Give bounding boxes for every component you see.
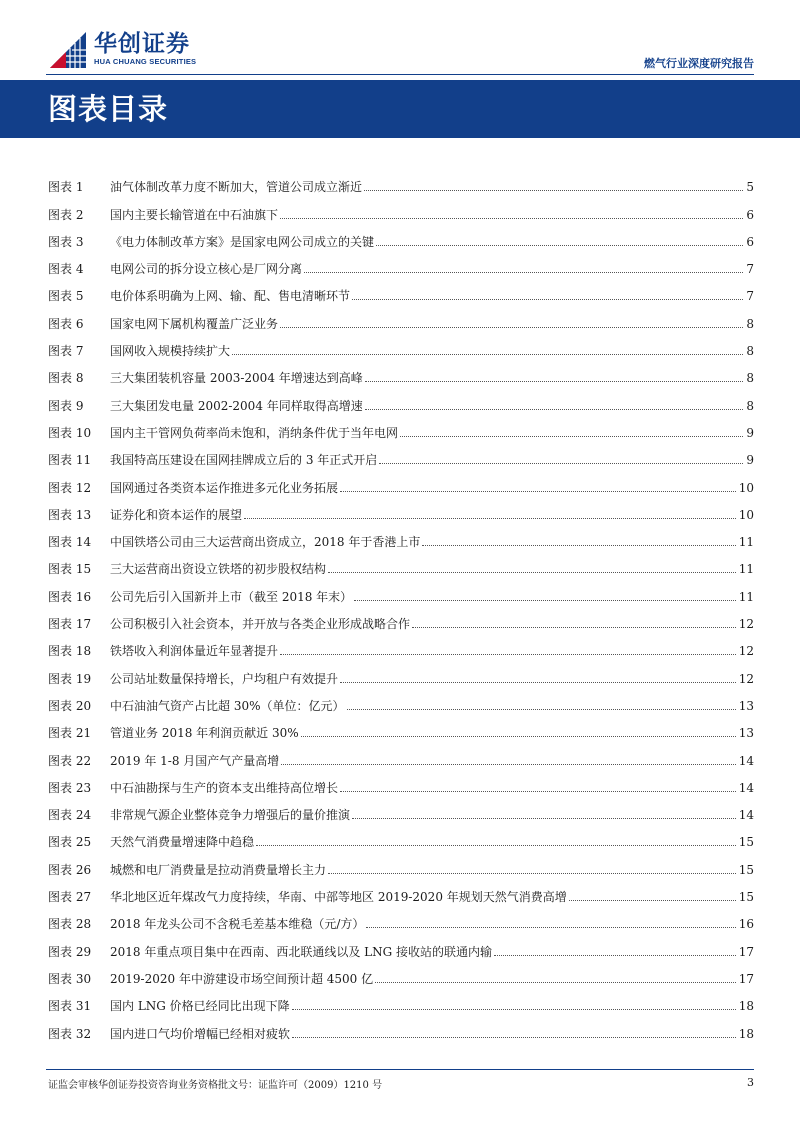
toc-leader-dots: [340, 682, 736, 683]
toc-entry-label: 图表 15: [48, 562, 92, 577]
toc-entry-label: 图表 14: [48, 535, 92, 550]
toc-entry-label: 图表 2: [48, 207, 84, 222]
toc-entry-label: 图表 31: [48, 999, 92, 1014]
toc-entry-page: 12: [738, 617, 754, 632]
toc-entry-title: 电价体系明确为上网、输、配、售电清晰环节: [110, 289, 351, 304]
toc-entry-label: 图表 29: [48, 944, 92, 959]
toc-entry-page: 14: [738, 753, 754, 768]
toc-entry-label: 图表 9: [48, 398, 84, 413]
toc-entry-title: 公司积极引入社会资本，并开放与各类企业形成战略合作: [110, 617, 411, 632]
toc-entry[interactable]: [48, 549, 754, 576]
toc-entry-title: 油气体制改革力度不断加大，管道公司成立渐近: [110, 180, 363, 195]
toc-entry[interactable]: [48, 631, 754, 658]
toc-entry[interactable]: [48, 931, 754, 958]
toc-entry-label: 图表 16: [48, 589, 92, 604]
toc-entry-label: 图表 22: [48, 753, 92, 768]
toc-entry-page: 12: [738, 671, 754, 686]
toc-entry-title: 国家电网下属机构覆盖广泛业务: [110, 316, 279, 331]
toc-entry-title: 2018 年龙头公司不含税毛差基本维稳（元/方）: [110, 917, 365, 932]
toc-entry-page: 14: [738, 808, 754, 823]
toc-entry-page: 7: [746, 289, 754, 304]
toc-entry-title: 非常规气源企业整体竞争力增强后的量价推演: [110, 808, 351, 823]
toc-entry-label: 图表 23: [48, 780, 92, 795]
toc-leader-dots: [379, 463, 743, 464]
toc-entry[interactable]: [48, 768, 754, 795]
toc-entry-page: 6: [746, 234, 754, 249]
toc-entry[interactable]: [48, 849, 754, 876]
toc-leader-dots: [365, 381, 744, 382]
toc-leader-dots: [280, 654, 736, 655]
toc-entry-page: 11: [738, 535, 754, 550]
toc-entry-title: 国内 LNG 价格已经同比出现下降: [110, 999, 290, 1014]
toc-entry-title: 我国特高压建设在国网挂牌成立后的 3 年正式开启: [110, 453, 378, 468]
toc-entry-label: 图表 6: [48, 316, 84, 331]
toc-leader-dots: [352, 818, 736, 819]
toc-entry-title: 中国铁塔公司由三大运营商出资成立，2018 年于香港上市: [110, 535, 421, 550]
toc-leader-dots: [365, 409, 744, 410]
toc-leader-dots: [328, 572, 736, 573]
toc-entry-title: 公司先后引入国新并上市（截至 2018 年末）: [110, 589, 353, 604]
toc-entry-title: 国内主干管网负荷率尚未饱和，消纳条件优于当年电网: [110, 425, 399, 440]
toc-leader-dots: [375, 982, 736, 983]
toc-entry-title: 2019-2020 年中游建设市场空间预计超 4500 亿: [110, 971, 374, 986]
toc-leader-dots: [328, 873, 736, 874]
toc-leader-dots: [292, 1009, 736, 1010]
toc-entry-page: 7: [746, 262, 754, 277]
toc-leader-dots: [366, 927, 735, 928]
toc-leader-dots: [280, 218, 743, 219]
toc-entry-title: 三大集团发电量 2002-2004 年同样取得高增速: [110, 398, 363, 413]
toc-leader-dots: [304, 272, 743, 273]
toc-entry-page: 5: [746, 180, 754, 195]
toc-entry-page: 17: [738, 971, 754, 986]
toc-entry-title: 天然气消费量增速降中趋稳: [110, 835, 255, 850]
toc-entry-title: 管道业务 2018 年利润贡献近 30%: [110, 726, 299, 741]
toc-entry-page: 14: [738, 780, 754, 795]
toc-entry[interactable]: [48, 303, 754, 330]
toc-entry-page: 9: [746, 425, 754, 440]
toc-entry-label: 图表 21: [48, 726, 92, 741]
toc-entry-label: 图表 26: [48, 862, 92, 877]
toc-entry-page: 16: [738, 917, 754, 932]
toc-entry-label: 图表 17: [48, 617, 92, 632]
toc-leader-dots: [340, 491, 736, 492]
toc-entry[interactable]: [48, 740, 754, 767]
toc-entry-title: 2019 年 1-8 月国产气产量高增: [110, 753, 280, 768]
toc-entry-page: 18: [738, 999, 754, 1014]
toc-entry-label: 图表 30: [48, 971, 92, 986]
toc-entry-title: 国内主要长输管道在中石油旗下: [110, 207, 279, 222]
toc-entry[interactable]: [48, 986, 754, 1013]
toc-leader-dots: [281, 764, 735, 765]
footer-regulatory-note: 证监会审核华创证券投资咨询业务资格批文号：证监许可（2009）1210 号: [48, 1080, 383, 1091]
logo-chinese-name: 华创证券: [94, 31, 190, 57]
toc-entry-label: 图表 24: [48, 808, 92, 823]
toc-entry-label: 图表 20: [48, 698, 92, 713]
toc-entry-label: 图表 7: [48, 344, 84, 359]
page-number: 3: [747, 1076, 754, 1089]
toc-leader-dots: [352, 299, 743, 300]
toc-entry-label: 图表 5: [48, 289, 84, 304]
header-divider: [46, 74, 754, 75]
toc-entry[interactable]: [48, 413, 754, 440]
logo-english-name: HUA CHUANG SECURITIES: [94, 57, 197, 66]
toc-entry[interactable]: [48, 658, 754, 685]
toc-entry-title: 国网收入规模持续扩大: [110, 344, 231, 359]
toc-entry-title: 铁塔收入利润体量近年显著提升: [110, 644, 279, 659]
toc-leader-dots: [340, 791, 736, 792]
toc-entry-page: 8: [746, 344, 754, 359]
toc-entry[interactable]: [48, 331, 754, 358]
toc-entry-label: 图表 18: [48, 644, 92, 659]
toc-entry-page: 18: [738, 1026, 754, 1041]
toc-entry-label: 图表 1: [48, 180, 84, 195]
toc-entry-title: 中石油勘探与生产的资本支出维持高位增长: [110, 780, 339, 795]
toc-entry-title: 华北地区近年煤改气力度持续，华南、中部等地区 2019-2020 年规划天然气消费高增: [110, 890, 567, 905]
toc-entry[interactable]: [48, 1013, 754, 1040]
toc-entry[interactable]: [48, 576, 754, 603]
toc-entry[interactable]: [48, 194, 754, 221]
toc-entry[interactable]: [48, 495, 754, 522]
toc-entry-label: 图表 10: [48, 425, 92, 440]
toc-leader-dots: [292, 1037, 736, 1038]
toc-entry-title: 三大集团装机容量 2003-2004 年增速达到高峰: [110, 371, 363, 386]
toc-entry[interactable]: [48, 358, 754, 385]
toc-entry-title: 《电力体制改革方案》是国家电网公司成立的关键: [110, 234, 375, 249]
toc-leader-dots: [256, 845, 736, 846]
footer-divider: [46, 1069, 754, 1070]
toc-leader-dots: [422, 545, 735, 546]
toc-entry-title: 2018 年重点项目集中在西南、西北联通线以及 LNG 接收站的联通内输: [110, 944, 493, 959]
toc-entry-label: 图表 8: [48, 371, 84, 386]
toc-entry-label: 图表 4: [48, 262, 84, 277]
toc-leader-dots: [364, 190, 743, 191]
toc-entry-page: 12: [738, 644, 754, 659]
page-header: [0, 0, 800, 82]
toc-entry[interactable]: [48, 795, 754, 822]
toc-leader-dots: [400, 436, 743, 437]
toc-entry[interactable]: [48, 604, 754, 631]
toc-entry-page: 15: [738, 890, 754, 905]
toc-entry-page: 13: [738, 726, 754, 741]
logo-mark-icon: [46, 28, 88, 70]
toc-leader-dots: [376, 245, 743, 246]
toc-entry-page: 11: [738, 562, 754, 577]
toc-entry-title: 城燃和电厂消费量是拉动消费量增长主力: [110, 862, 327, 877]
toc-entry-label: 图表 19: [48, 671, 92, 686]
toc-entry-page: 8: [746, 398, 754, 413]
toc-entry-title: 公司站址数量保持增长，户均租户有效提升: [110, 671, 339, 686]
toc-entry[interactable]: [48, 440, 754, 467]
toc-leader-dots: [301, 736, 736, 737]
toc-entry[interactable]: [48, 276, 754, 303]
toc-leader-dots: [569, 900, 736, 901]
toc-entry[interactable]: [48, 686, 754, 713]
figure-table-of-contents: [48, 167, 754, 1041]
toc-entry[interactable]: [48, 904, 754, 931]
toc-entry-page: 9: [746, 453, 754, 468]
report-type-label: 燃气行业深度研究报告: [644, 57, 754, 70]
toc-leader-dots: [412, 627, 736, 628]
toc-entry-title: 国内进口气均价增幅已经相对疲软: [110, 1026, 291, 1041]
toc-entry-page: 15: [738, 835, 754, 850]
toc-entry-label: 图表 32: [48, 1026, 92, 1041]
toc-entry[interactable]: [48, 467, 754, 494]
toc-entry-title: 国网通过各类资本运作推进多元化业务拓展: [110, 480, 339, 495]
toc-leader-dots: [494, 955, 736, 956]
toc-entry-title: 电网公司的拆分设立核心是厂网分离: [110, 262, 303, 277]
toc-entry-page: 10: [738, 480, 754, 495]
toc-entry-label: 图表 13: [48, 507, 92, 522]
toc-entry-page: 15: [738, 862, 754, 877]
toc-entry-title: 证券化和资本运作的展望: [110, 507, 243, 522]
toc-entry-page: 11: [738, 589, 754, 604]
toc-leader-dots: [280, 327, 743, 328]
toc-leader-dots: [232, 354, 743, 355]
company-logo: [46, 28, 196, 70]
page-title: 图表目录: [48, 92, 169, 126]
toc-entry-label: 图表 25: [48, 835, 92, 850]
toc-entry-label: 图表 11: [48, 453, 92, 468]
toc-leader-dots: [354, 600, 736, 601]
toc-entry[interactable]: [48, 522, 754, 549]
toc-entry-label: 图表 12: [48, 480, 92, 495]
toc-leader-dots: [347, 709, 736, 710]
toc-entry-title: 中石油油气资产占比超 30%（单位：亿元）: [110, 698, 345, 713]
toc-entry[interactable]: [48, 822, 754, 849]
toc-entry-page: 17: [738, 944, 754, 959]
toc-entry-title: 三大运营商出资设立铁塔的初步股权结构: [110, 562, 327, 577]
toc-entry-label: 图表 3: [48, 234, 84, 249]
toc-entry-page: 6: [746, 207, 754, 222]
toc-entry[interactable]: [48, 959, 754, 986]
toc-leader-dots: [244, 518, 736, 519]
toc-entry-label: 图表 27: [48, 890, 92, 905]
toc-entry[interactable]: [48, 249, 754, 276]
toc-entry[interactable]: [48, 167, 754, 194]
toc-entry-label: 图表 28: [48, 917, 92, 932]
title-band: [0, 80, 800, 138]
toc-entry[interactable]: [48, 222, 754, 249]
toc-entry-page: 8: [746, 316, 754, 331]
toc-entry-page: 10: [738, 507, 754, 522]
toc-entry[interactable]: [48, 713, 754, 740]
toc-entry-page: 13: [738, 698, 754, 713]
toc-entry-page: 8: [746, 371, 754, 386]
toc-entry[interactable]: [48, 385, 754, 412]
toc-entry[interactable]: [48, 877, 754, 904]
